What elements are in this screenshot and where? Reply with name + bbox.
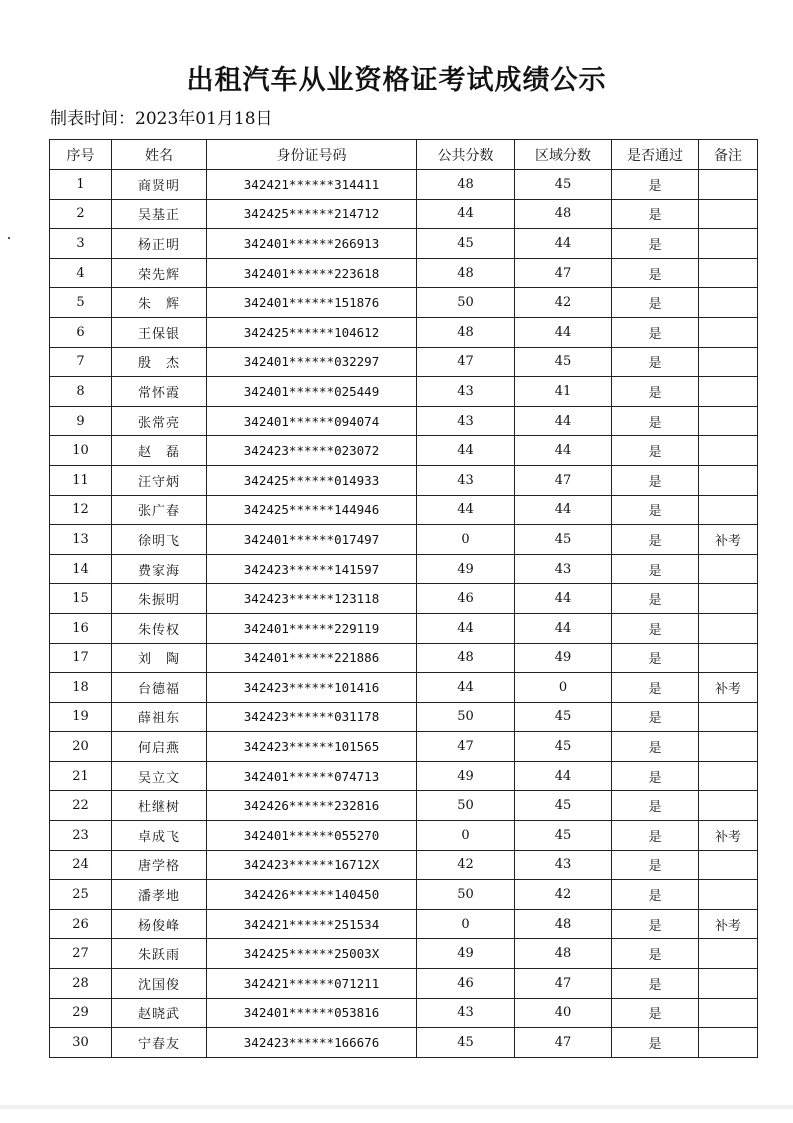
person-name: 台德福: [112, 673, 207, 703]
public-score: 43: [417, 406, 515, 436]
id-number: 342425******214712: [207, 199, 417, 229]
public-score: 42: [417, 850, 515, 880]
table-row: [50, 643, 758, 673]
person-name: 赵 磊: [112, 436, 207, 466]
id-number: 342425******104612: [207, 317, 417, 347]
regional-score: 45: [515, 170, 612, 200]
remark: [699, 436, 758, 466]
remark: [699, 199, 758, 229]
id-number: 342423******16712X: [207, 850, 417, 880]
passed-status: 是: [612, 406, 699, 436]
regional-score: 48: [515, 939, 612, 969]
regional-score: 41: [515, 377, 612, 407]
passed-status: 是: [612, 525, 699, 555]
regional-score: 47: [515, 969, 612, 999]
id-number: 342425******25003X: [207, 939, 417, 969]
row-index: 28: [50, 969, 112, 999]
person-name: 朱 辉: [112, 288, 207, 318]
passed-status: 是: [612, 969, 699, 999]
passed-status: 是: [612, 347, 699, 377]
passed-status: 是: [612, 436, 699, 466]
passed-status: 是: [612, 850, 699, 880]
public-score: 0: [417, 821, 515, 851]
remark: [699, 969, 758, 999]
remark: [699, 998, 758, 1028]
row-index: 30: [50, 1028, 112, 1058]
table-row: [50, 850, 758, 880]
public-score: 45: [417, 229, 515, 259]
passed-status: 是: [612, 613, 699, 643]
header-name: 姓名: [112, 140, 207, 170]
table-row: [50, 465, 758, 495]
public-score: 50: [417, 880, 515, 910]
row-index: 6: [50, 317, 112, 347]
regional-score: 45: [515, 702, 612, 732]
id-number: 342423******031178: [207, 702, 417, 732]
table-row: [50, 229, 758, 259]
remark: [699, 939, 758, 969]
id-number: 342426******232816: [207, 791, 417, 821]
id-number: 342401******094074: [207, 406, 417, 436]
regional-score: 48: [515, 909, 612, 939]
id-number: 342425******014933: [207, 465, 417, 495]
person-name: 汪守炳: [112, 465, 207, 495]
person-name: 唐学格: [112, 850, 207, 880]
public-score: 43: [417, 377, 515, 407]
id-number: 342421******071211: [207, 969, 417, 999]
public-score: 48: [417, 317, 515, 347]
remark: [699, 347, 758, 377]
remark: [699, 584, 758, 614]
id-number: 342423******141597: [207, 554, 417, 584]
regional-score: 44: [515, 229, 612, 259]
regional-score: 42: [515, 288, 612, 318]
regional-score: 47: [515, 1028, 612, 1058]
table-row: [50, 436, 758, 466]
public-score: 44: [417, 199, 515, 229]
public-score: 50: [417, 702, 515, 732]
id-number: 342423******166676: [207, 1028, 417, 1058]
person-name: 商贤明: [112, 170, 207, 200]
remark: [699, 880, 758, 910]
row-index: 1: [50, 170, 112, 200]
table-row: [50, 170, 758, 200]
table-row: [50, 347, 758, 377]
regional-score: 44: [515, 317, 612, 347]
table-row: [50, 761, 758, 791]
public-score: 44: [417, 495, 515, 525]
person-name: 杜继树: [112, 791, 207, 821]
table-row: [50, 406, 758, 436]
row-index: 27: [50, 939, 112, 969]
table-row: [50, 673, 758, 703]
public-score: 0: [417, 909, 515, 939]
table-header-row: [50, 140, 758, 170]
row-index: 19: [50, 702, 112, 732]
regional-score: 48: [515, 199, 612, 229]
remark: [699, 613, 758, 643]
regional-score: 44: [515, 584, 612, 614]
made-date: 制表时间：2023年01月18日: [50, 109, 273, 129]
passed-status: 是: [612, 1028, 699, 1058]
person-name: 吴基正: [112, 199, 207, 229]
person-name: 徐明飞: [112, 525, 207, 555]
id-number: 342401******055270: [207, 821, 417, 851]
public-score: 50: [417, 791, 515, 821]
remark: [699, 495, 758, 525]
public-score: 44: [417, 613, 515, 643]
regional-score: 47: [515, 258, 612, 288]
person-name: 张常亮: [112, 406, 207, 436]
row-index: 22: [50, 791, 112, 821]
remark: [699, 643, 758, 673]
row-index: 4: [50, 258, 112, 288]
remark: [699, 732, 758, 762]
regional-score: 42: [515, 880, 612, 910]
table-row: [50, 702, 758, 732]
passed-status: 是: [612, 791, 699, 821]
table-row: [50, 288, 758, 318]
person-name: 刘 陶: [112, 643, 207, 673]
regional-score: 44: [515, 406, 612, 436]
remark: [699, 465, 758, 495]
table-row: [50, 1028, 758, 1058]
public-score: 48: [417, 258, 515, 288]
header-index: 序号: [50, 140, 112, 170]
row-index: 8: [50, 377, 112, 407]
person-name: 薛祖东: [112, 702, 207, 732]
score-table: [49, 139, 758, 1058]
table-row: [50, 998, 758, 1028]
row-index: 12: [50, 495, 112, 525]
public-score: 47: [417, 732, 515, 762]
regional-score: 43: [515, 554, 612, 584]
remark: 补考: [699, 673, 758, 703]
regional-score: 45: [515, 347, 612, 377]
passed-status: 是: [612, 495, 699, 525]
passed-status: 是: [612, 584, 699, 614]
row-index: 10: [50, 436, 112, 466]
header-regional-score: 区域分数: [515, 140, 612, 170]
regional-score: 44: [515, 436, 612, 466]
passed-status: 是: [612, 199, 699, 229]
row-index: 7: [50, 347, 112, 377]
regional-score: 49: [515, 643, 612, 673]
person-name: 何启燕: [112, 732, 207, 762]
public-score: 49: [417, 761, 515, 791]
table-row: [50, 495, 758, 525]
table-row: [50, 939, 758, 969]
remark: [699, 406, 758, 436]
table-row: [50, 199, 758, 229]
public-score: 43: [417, 465, 515, 495]
remark: [699, 1028, 758, 1058]
id-number: 342401******221886: [207, 643, 417, 673]
public-score: 46: [417, 969, 515, 999]
row-index: 26: [50, 909, 112, 939]
regional-score: 45: [515, 525, 612, 555]
row-index: 20: [50, 732, 112, 762]
passed-status: 是: [612, 229, 699, 259]
remark: [699, 317, 758, 347]
passed-status: 是: [612, 880, 699, 910]
public-score: 45: [417, 1028, 515, 1058]
passed-status: 是: [612, 909, 699, 939]
person-name: 殷 杰: [112, 347, 207, 377]
row-index: 13: [50, 525, 112, 555]
public-score: 46: [417, 584, 515, 614]
page-title: 出租汽车从业资格证考试成绩公示: [186, 65, 607, 96]
remark: [699, 702, 758, 732]
passed-status: 是: [612, 554, 699, 584]
table-row: [50, 554, 758, 584]
id-number: 342423******101416: [207, 673, 417, 703]
remark: 补考: [699, 909, 758, 939]
remark: [699, 229, 758, 259]
remark: [699, 288, 758, 318]
passed-status: 是: [612, 821, 699, 851]
person-name: 荣先辉: [112, 258, 207, 288]
id-number: 342401******053816: [207, 998, 417, 1028]
id-number: 342421******251534: [207, 909, 417, 939]
regional-score: 44: [515, 495, 612, 525]
person-name: 杨俊峰: [112, 909, 207, 939]
person-name: 费家海: [112, 554, 207, 584]
passed-status: 是: [612, 465, 699, 495]
table-row: [50, 732, 758, 762]
passed-status: 是: [612, 258, 699, 288]
public-score: 43: [417, 998, 515, 1028]
row-index: 17: [50, 643, 112, 673]
person-name: 杨正明: [112, 229, 207, 259]
regional-score: 44: [515, 613, 612, 643]
table-row: [50, 377, 758, 407]
table-row: [50, 821, 758, 851]
passed-status: 是: [612, 288, 699, 318]
table-row: [50, 909, 758, 939]
table-row: [50, 613, 758, 643]
person-name: 王保银: [112, 317, 207, 347]
remark: [699, 791, 758, 821]
scan-dot: [8, 237, 10, 239]
header-public-score: 公共分数: [417, 140, 515, 170]
table-row: [50, 791, 758, 821]
remark: [699, 258, 758, 288]
table-row: [50, 969, 758, 999]
table-row: [50, 880, 758, 910]
id-number: 342401******032297: [207, 347, 417, 377]
row-index: 3: [50, 229, 112, 259]
row-index: 18: [50, 673, 112, 703]
id-number: 342425******144946: [207, 495, 417, 525]
passed-status: 是: [612, 377, 699, 407]
id-number: 342401******266913: [207, 229, 417, 259]
remark: [699, 170, 758, 200]
row-index: 23: [50, 821, 112, 851]
remark: [699, 377, 758, 407]
passed-status: 是: [612, 761, 699, 791]
id-number: 342401******074713: [207, 761, 417, 791]
public-score: 49: [417, 554, 515, 584]
id-number: 342401******229119: [207, 613, 417, 643]
public-score: 47: [417, 347, 515, 377]
id-number: 342423******123118: [207, 584, 417, 614]
person-name: 朱跃雨: [112, 939, 207, 969]
header-id-number: 身份证号码: [207, 140, 417, 170]
row-index: 9: [50, 406, 112, 436]
remark: [699, 850, 758, 880]
passed-status: 是: [612, 998, 699, 1028]
public-score: 0: [417, 525, 515, 555]
public-score: 48: [417, 643, 515, 673]
regional-score: 43: [515, 850, 612, 880]
row-index: 24: [50, 850, 112, 880]
row-index: 5: [50, 288, 112, 318]
header-remark: 备注: [699, 140, 758, 170]
id-number: 342423******101565: [207, 732, 417, 762]
table-body: [50, 170, 758, 1058]
passed-status: 是: [612, 939, 699, 969]
row-index: 11: [50, 465, 112, 495]
row-index: 29: [50, 998, 112, 1028]
passed-status: 是: [612, 170, 699, 200]
remark: [699, 761, 758, 791]
id-number: 342401******025449: [207, 377, 417, 407]
table-row: [50, 584, 758, 614]
person-name: 潘孝地: [112, 880, 207, 910]
table-row: [50, 258, 758, 288]
person-name: 朱振明: [112, 584, 207, 614]
passed-status: 是: [612, 732, 699, 762]
id-number: 342401******017497: [207, 525, 417, 555]
public-score: 44: [417, 673, 515, 703]
regional-score: 45: [515, 791, 612, 821]
person-name: 吴立文: [112, 761, 207, 791]
person-name: 沈国俊: [112, 969, 207, 999]
id-number: 342426******140450: [207, 880, 417, 910]
remark: [699, 554, 758, 584]
row-index: 15: [50, 584, 112, 614]
regional-score: 45: [515, 732, 612, 762]
public-score: 49: [417, 939, 515, 969]
id-number: 342401******151876: [207, 288, 417, 318]
header-passed: 是否通过: [612, 140, 699, 170]
regional-score: 45: [515, 821, 612, 851]
remark: 补考: [699, 525, 758, 555]
public-score: 44: [417, 436, 515, 466]
person-name: 常怀霞: [112, 377, 207, 407]
row-index: 2: [50, 199, 112, 229]
person-name: 卓成飞: [112, 821, 207, 851]
passed-status: 是: [612, 702, 699, 732]
scan-line: [0, 1105, 793, 1109]
regional-score: 44: [515, 761, 612, 791]
person-name: 宁春友: [112, 1028, 207, 1058]
passed-status: 是: [612, 673, 699, 703]
public-score: 50: [417, 288, 515, 318]
passed-status: 是: [612, 317, 699, 347]
id-number: 342423******023072: [207, 436, 417, 466]
regional-score: 40: [515, 998, 612, 1028]
person-name: 朱传权: [112, 613, 207, 643]
row-index: 25: [50, 880, 112, 910]
table-row: [50, 525, 758, 555]
person-name: 赵晓武: [112, 998, 207, 1028]
regional-score: 47: [515, 465, 612, 495]
row-index: 21: [50, 761, 112, 791]
passed-status: 是: [612, 643, 699, 673]
person-name: 张广春: [112, 495, 207, 525]
remark: 补考: [699, 821, 758, 851]
regional-score: 0: [515, 673, 612, 703]
row-index: 16: [50, 613, 112, 643]
id-number: 342421******314411: [207, 170, 417, 200]
table-row: [50, 317, 758, 347]
public-score: 48: [417, 170, 515, 200]
id-number: 342401******223618: [207, 258, 417, 288]
row-index: 14: [50, 554, 112, 584]
